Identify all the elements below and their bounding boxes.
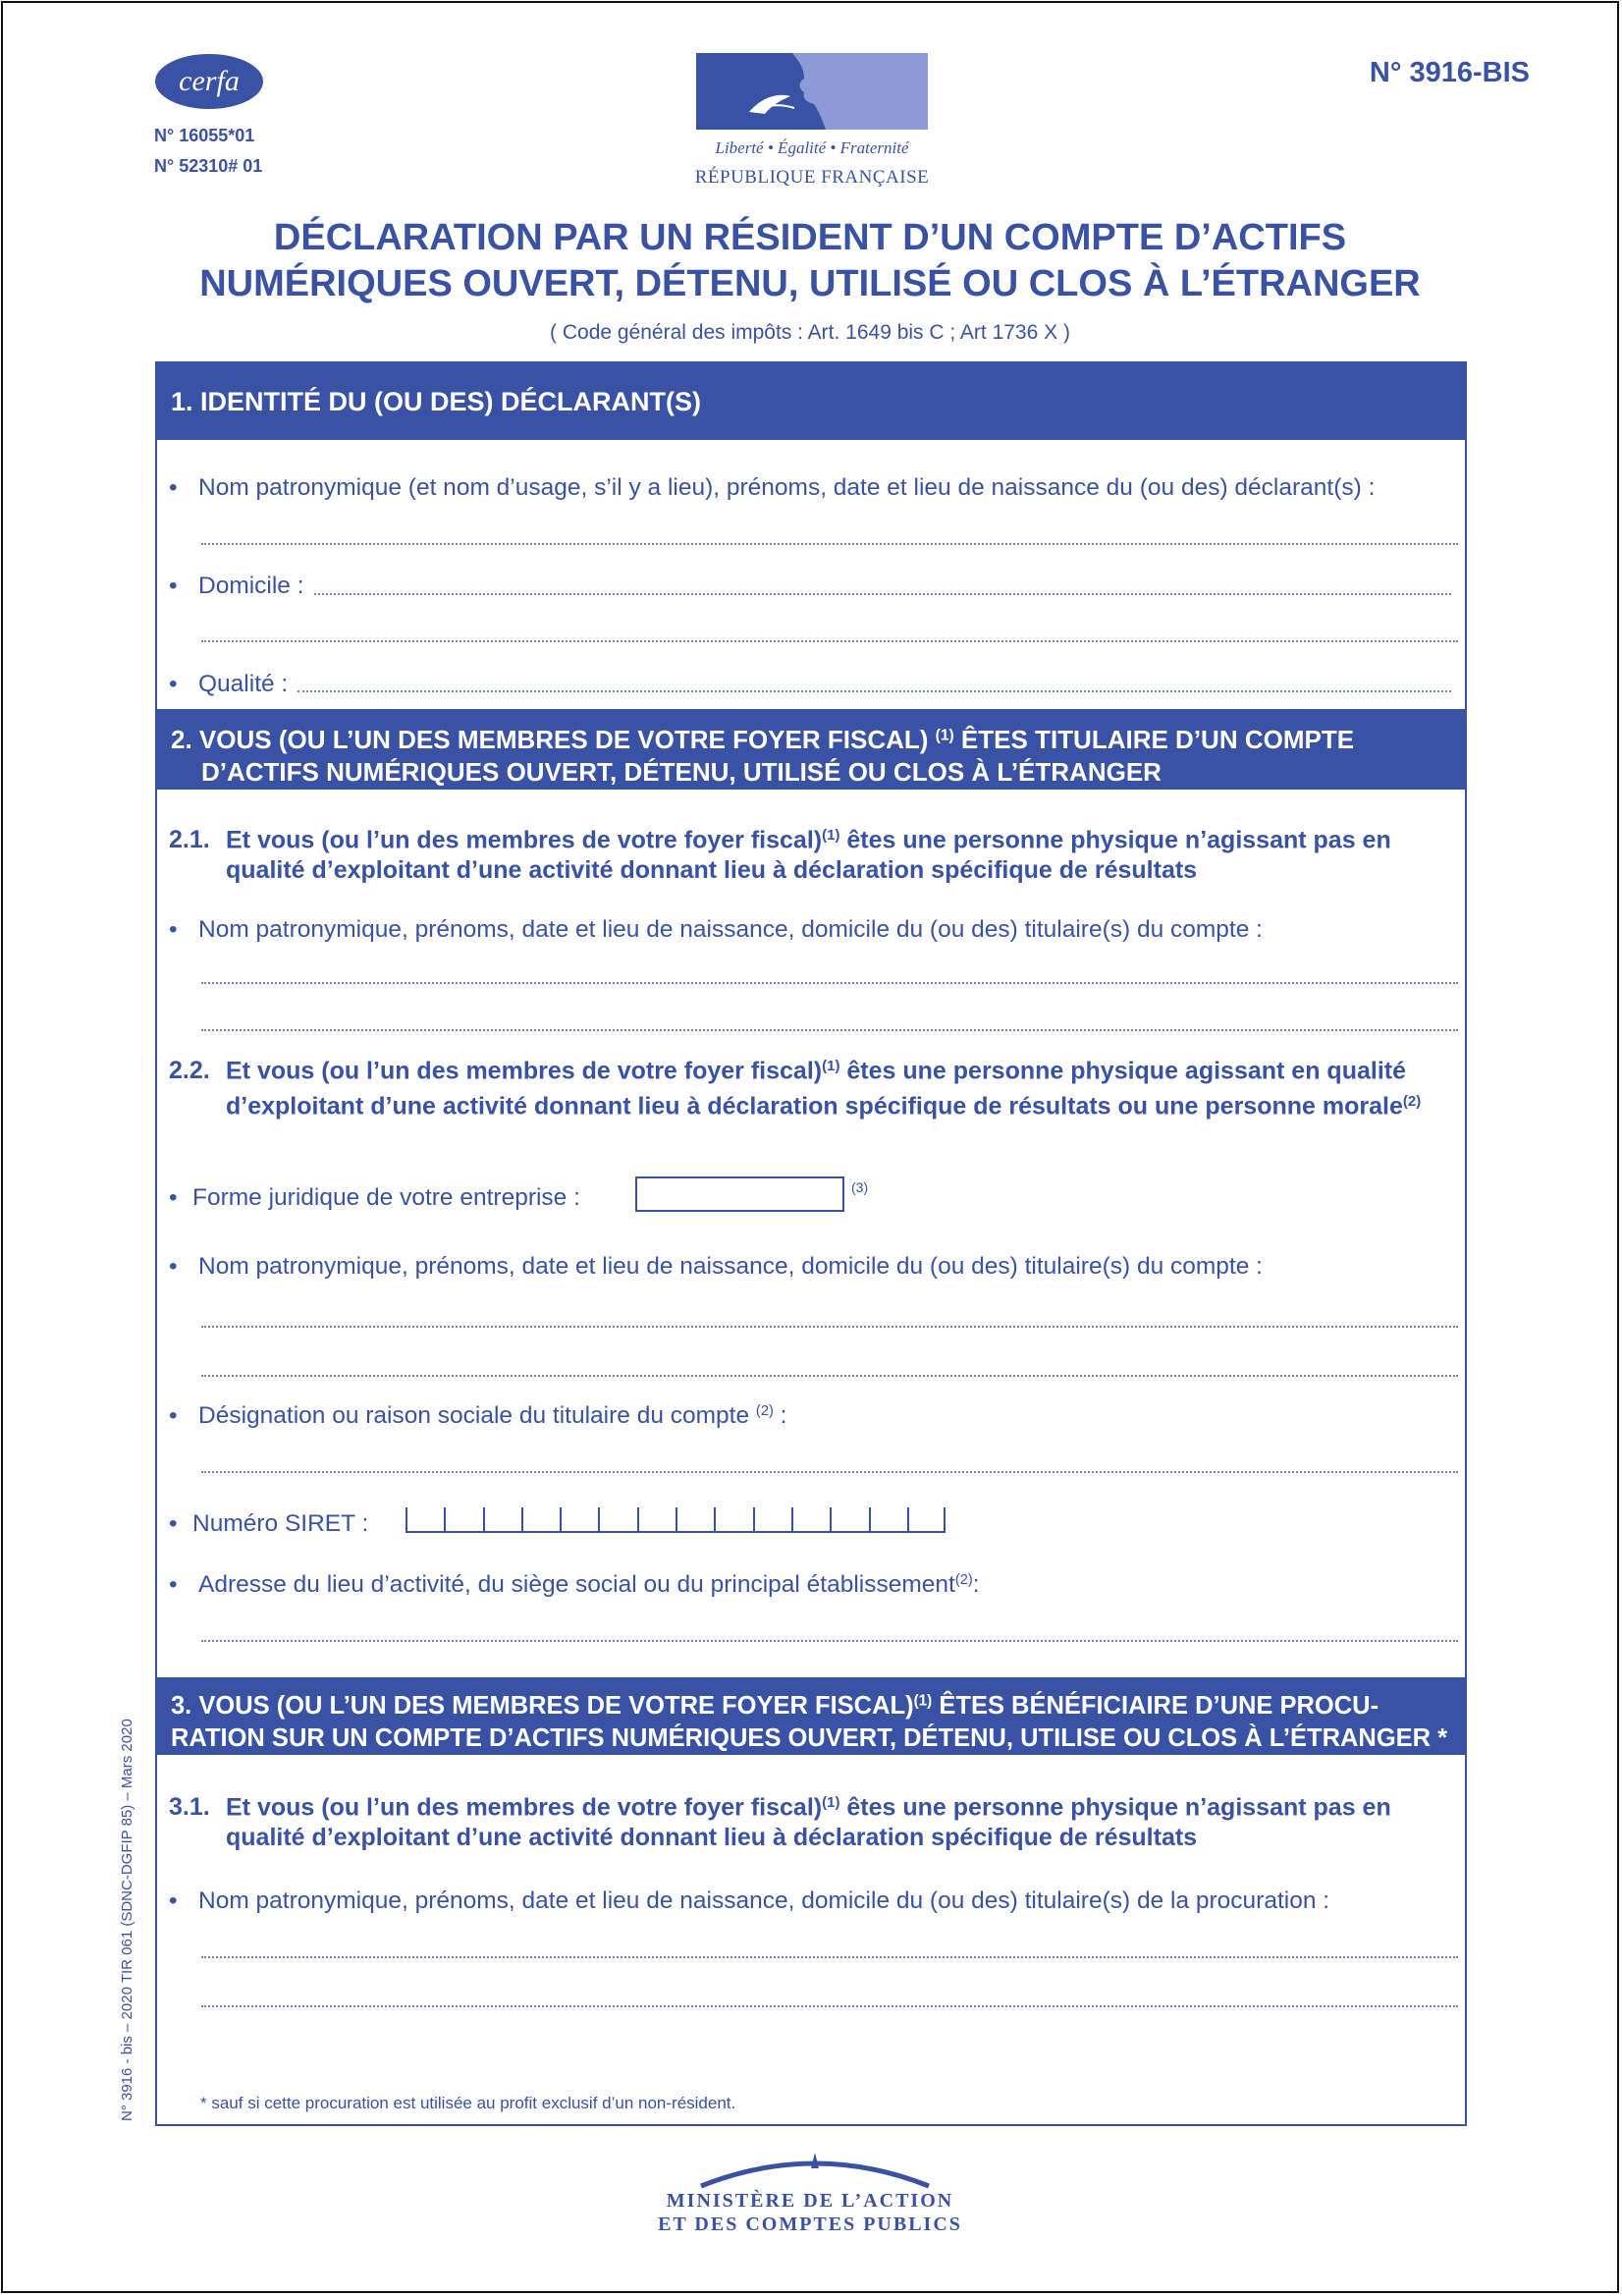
siret-digit-cell[interactable] [869, 1507, 907, 1533]
siret-input[interactable] [406, 1507, 946, 1533]
section-2-title-line-1: 2. VOUS (OU L’UN DES MEMBRES DE VOTRE FOYER FISCAL) $^{(1)}$ ÊTES TITULAIRE D’UN COMPTE [171, 724, 1355, 754]
designation-line[interactable] [201, 1471, 1458, 1473]
declarant-name-line-1[interactable] [201, 543, 1458, 545]
adresse-label: • Adresse du lieu d’activité, du siège social ou du principal établissement$^{(2)}$: [169, 1571, 980, 1598]
bullet: • [169, 474, 178, 501]
domicile-label: • Domicile : [169, 573, 304, 599]
titulaire-line-2-2-b[interactable] [201, 1375, 1458, 1377]
section-2-title-line-2: D’ACTIFS NUMÉRIQUES OUVERT, DÉTENU, UTILISÉ OU CLOS À L’ÉTRANGER [201, 756, 1162, 787]
declarant-name-label: • Nom patronymique (et nom d’usage, s’il y a lieu), prénoms, date et lieu de naissance du (ou des) déclarant(s) : [169, 474, 1376, 501]
domicile-line-2[interactable] [201, 640, 1458, 642]
republic-name: RÉPUBLIQUE FRANÇAISE [694, 167, 930, 188]
forme-juridique-footnote-ref: (3) [851, 1179, 869, 1195]
section-1-title: 1. IDENTITÉ DU (OU DES) DÉCLARANT(S) [171, 387, 701, 416]
siret-digit-cell[interactable] [598, 1507, 636, 1533]
section-1-header [157, 363, 1465, 440]
bullet: • [169, 671, 178, 697]
siret-digit-cell[interactable] [791, 1507, 830, 1533]
section-2-header [157, 709, 1465, 790]
titulaire-line-2-2-a[interactable] [201, 1326, 1458, 1328]
cerfa-logo [154, 53, 264, 110]
subsection-2-2-heading: 2.2. Et vous (ou l’un des membres de votre foyer fiscal)$^{(1)}$ êtes une personne physique agissant en qualité d’exploitant d’une activité donnant lieu à déclaration spécifique de résultats ou une personne morale$^{(2)}$ [169, 1057, 1422, 1121]
siret-digit-cell[interactable] [714, 1507, 752, 1533]
republique-francaise-logo [696, 53, 928, 151]
forme-juridique-input[interactable] [635, 1176, 844, 1212]
section-3-title-line-1: 3. VOUS (OU L’UN DES MEMBRES DE VOTRE FOYER FISCAL)$^{(1)}$ ÊTES BÉNÉFICIAIRE D’UNE PROCU- [171, 1692, 1379, 1721]
siret-digit-cell[interactable] [907, 1507, 946, 1533]
form-title-line-1: DÉCLARATION PAR UN RÉSIDENT D’UN COMPTE D’ACTIFS [273, 217, 1347, 258]
titulaire-line-2-1-a[interactable] [201, 982, 1458, 984]
siret-digit-cell[interactable] [483, 1507, 521, 1533]
bullet: • [169, 1184, 178, 1211]
section-3-title-line-2: RATION SUR UN COMPTE D’ACTIFS NUMÉRIQUES OUVERT, DÉTENU, UTILISE OU CLOS À L’ÉTRANGER * [171, 1724, 1448, 1753]
siret-digit-cell[interactable] [521, 1507, 560, 1533]
cerfa-logo-text: cerfa [179, 65, 240, 97]
procuration-line-a[interactable] [201, 1956, 1458, 1958]
bullet: • [169, 1887, 178, 1914]
form-number: N° 3916-BIS [1369, 57, 1530, 88]
cerfa-number-1: N° 16055*01 [154, 126, 255, 145]
procuration-titulaire-label: • Nom patronymique, prénoms, date et lieu de naissance, domicile du (ou des) titulaire(s) de la procuration : [169, 1887, 1330, 1914]
siret-digit-cell[interactable] [444, 1507, 482, 1533]
form-main-box [155, 361, 1467, 2126]
siret-label: • Numéro SIRET : [169, 1510, 369, 1537]
titulaire-line-2-1-b[interactable] [201, 1029, 1458, 1031]
procuration-footnote: * sauf si cette procuration est utilisée au profit exclusif d’un non-résident. [200, 2094, 736, 2112]
siret-digit-cell[interactable] [406, 1507, 444, 1533]
siret-digit-cell[interactable] [676, 1507, 714, 1533]
adresse-line[interactable] [201, 1640, 1458, 1642]
bullet: • [169, 1571, 178, 1598]
section-3-header [157, 1677, 1465, 1755]
qualite-label: • Qualité : [169, 671, 289, 697]
cerfa-number-2: N° 52310# 01 [154, 156, 263, 176]
siret-digit-cell[interactable] [637, 1507, 676, 1533]
form-subtitle: ( Code général des impôts : Art. 1649 bis C ; Art 1736 X ) [550, 321, 1070, 344]
republic-motto: Liberté • Égalité • Fraternité [715, 138, 909, 157]
bullet: • [169, 1510, 178, 1537]
titulaire-name-label-2-2: • Nom patronymique, prénoms, date et lieu de naissance, domicile du (ou des) titulaire(s) du compte : [169, 1253, 1263, 1280]
form-reference-vertical: N° 3916 - bis – 2020 TIR 061 (SDNC-DGFIP 85) – Mars 2020 [119, 1719, 135, 2121]
procuration-line-b[interactable] [201, 2005, 1458, 2007]
bullet: • [169, 1253, 178, 1280]
siret-digit-cell[interactable] [753, 1507, 791, 1533]
ministry-arc-logo [697, 2147, 933, 2190]
bullet: • [169, 916, 178, 943]
designation-label: • Désignation ou raison sociale du titulaire du compte $^{(2)}$ : [169, 1402, 787, 1429]
form-title-line-2: NUMÉRIQUES OUVERT, DÉTENU, UTILISÉ OU CLOS À L’ÉTRANGER [199, 263, 1421, 304]
siret-digit-cell[interactable] [560, 1507, 598, 1533]
siret-digit-cell[interactable] [830, 1507, 868, 1533]
ministry-name-line-1: MINISTÈRE DE L’ACTION [666, 2190, 954, 2212]
domicile-line-1[interactable] [314, 593, 1451, 595]
subsection-2-1-heading: 2.1. Et vous (ou l’un des membres de votre foyer fiscal)$^{(1)}$ êtes une personne physique n’agissant pas en qualité d’exploitant d’une activité donnant lieu à déclaration spécifique de résultats [169, 826, 1391, 885]
titulaire-name-label-2-1: • Nom patronymique, prénoms, date et lieu de naissance, domicile du (ou des) titulaire(s) du compte : [169, 916, 1263, 943]
bullet: • [169, 1402, 178, 1429]
qualite-line[interactable] [297, 690, 1451, 692]
subsection-3-1-heading: 3.1. Et vous (ou l’un des membres de votre foyer fiscal)$^{(1)}$ êtes une personne physique n’agissant pas en qualité d’exploitant d’une activité donnant lieu à déclaration spécifique de résultats [169, 1793, 1391, 1852]
bullet: • [169, 573, 178, 599]
forme-juridique-label: • Forme juridique de votre entreprise : [169, 1184, 580, 1211]
ministry-name-line-2: ET DES COMPTES PUBLICS [658, 2214, 962, 2235]
